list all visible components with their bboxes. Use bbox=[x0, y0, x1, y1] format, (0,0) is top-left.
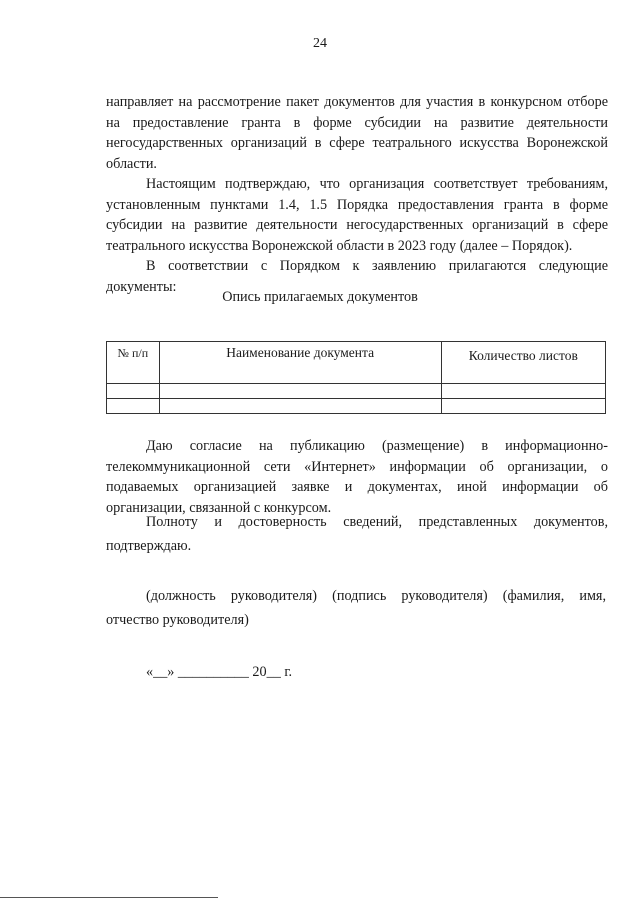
table-cell[interactable] bbox=[159, 384, 441, 399]
table-row bbox=[107, 384, 606, 399]
table-header-row bbox=[107, 342, 606, 384]
table-row bbox=[107, 399, 606, 414]
signature-line-continuation: отчество руководителя) bbox=[106, 612, 249, 628]
column-header-sheet-count: Количество листов bbox=[441, 342, 605, 384]
documents-table bbox=[106, 341, 606, 414]
footer-rule bbox=[0, 897, 218, 898]
column-header-document-name: Наименование документа bbox=[159, 342, 441, 384]
signature-line: (должность руководителя) (подпись руководителя) (фамилия, имя, bbox=[146, 588, 606, 604]
table-cell[interactable] bbox=[441, 399, 605, 414]
date-line: «__» __________ 20__ г. bbox=[146, 664, 293, 680]
paragraph-confirmation: Настоящим подтверждаю, что организация соответствует требованиям, установленным пунктами 1.4, 1.5 Порядка предоставления гранта в форме субсидии на развитие деятельности негосударственных организаций в сфере театрального искусства Воронежской области в 2023 году (далее – Порядок). bbox=[106, 176, 608, 254]
inventory-title: Опись прилагаемых документов bbox=[222, 289, 418, 305]
paragraph-submission: направляет на рассмотрение пакет документов для участия в конкурсном отборе на предоставление гранта в форме субсидии на развитие деятельности негосударственных организаций в сфере театрального искусства Воронежской области. bbox=[106, 94, 608, 172]
table-cell[interactable] bbox=[107, 384, 160, 399]
paragraph-attachments: В соответствии с Порядком к заявлению прилагаются следующие документы: bbox=[106, 258, 608, 295]
paragraph-accuracy: Полноту и достоверность сведений, представленных документов, подтверждаю. bbox=[106, 514, 608, 554]
table-cell[interactable] bbox=[107, 399, 160, 414]
table-cell[interactable] bbox=[159, 399, 441, 414]
page-number: 24 bbox=[313, 36, 327, 51]
paragraph-publication-consent: Даю согласие на публикацию (размещение) в информационно-телекоммуникационной сети «Интернет» информации об организации, о подаваемых организацией заявке и документах, иной информации об организации, связанной с конкурсом. bbox=[106, 438, 608, 516]
column-header-number: № п/п bbox=[107, 342, 160, 384]
table-cell[interactable] bbox=[441, 384, 605, 399]
